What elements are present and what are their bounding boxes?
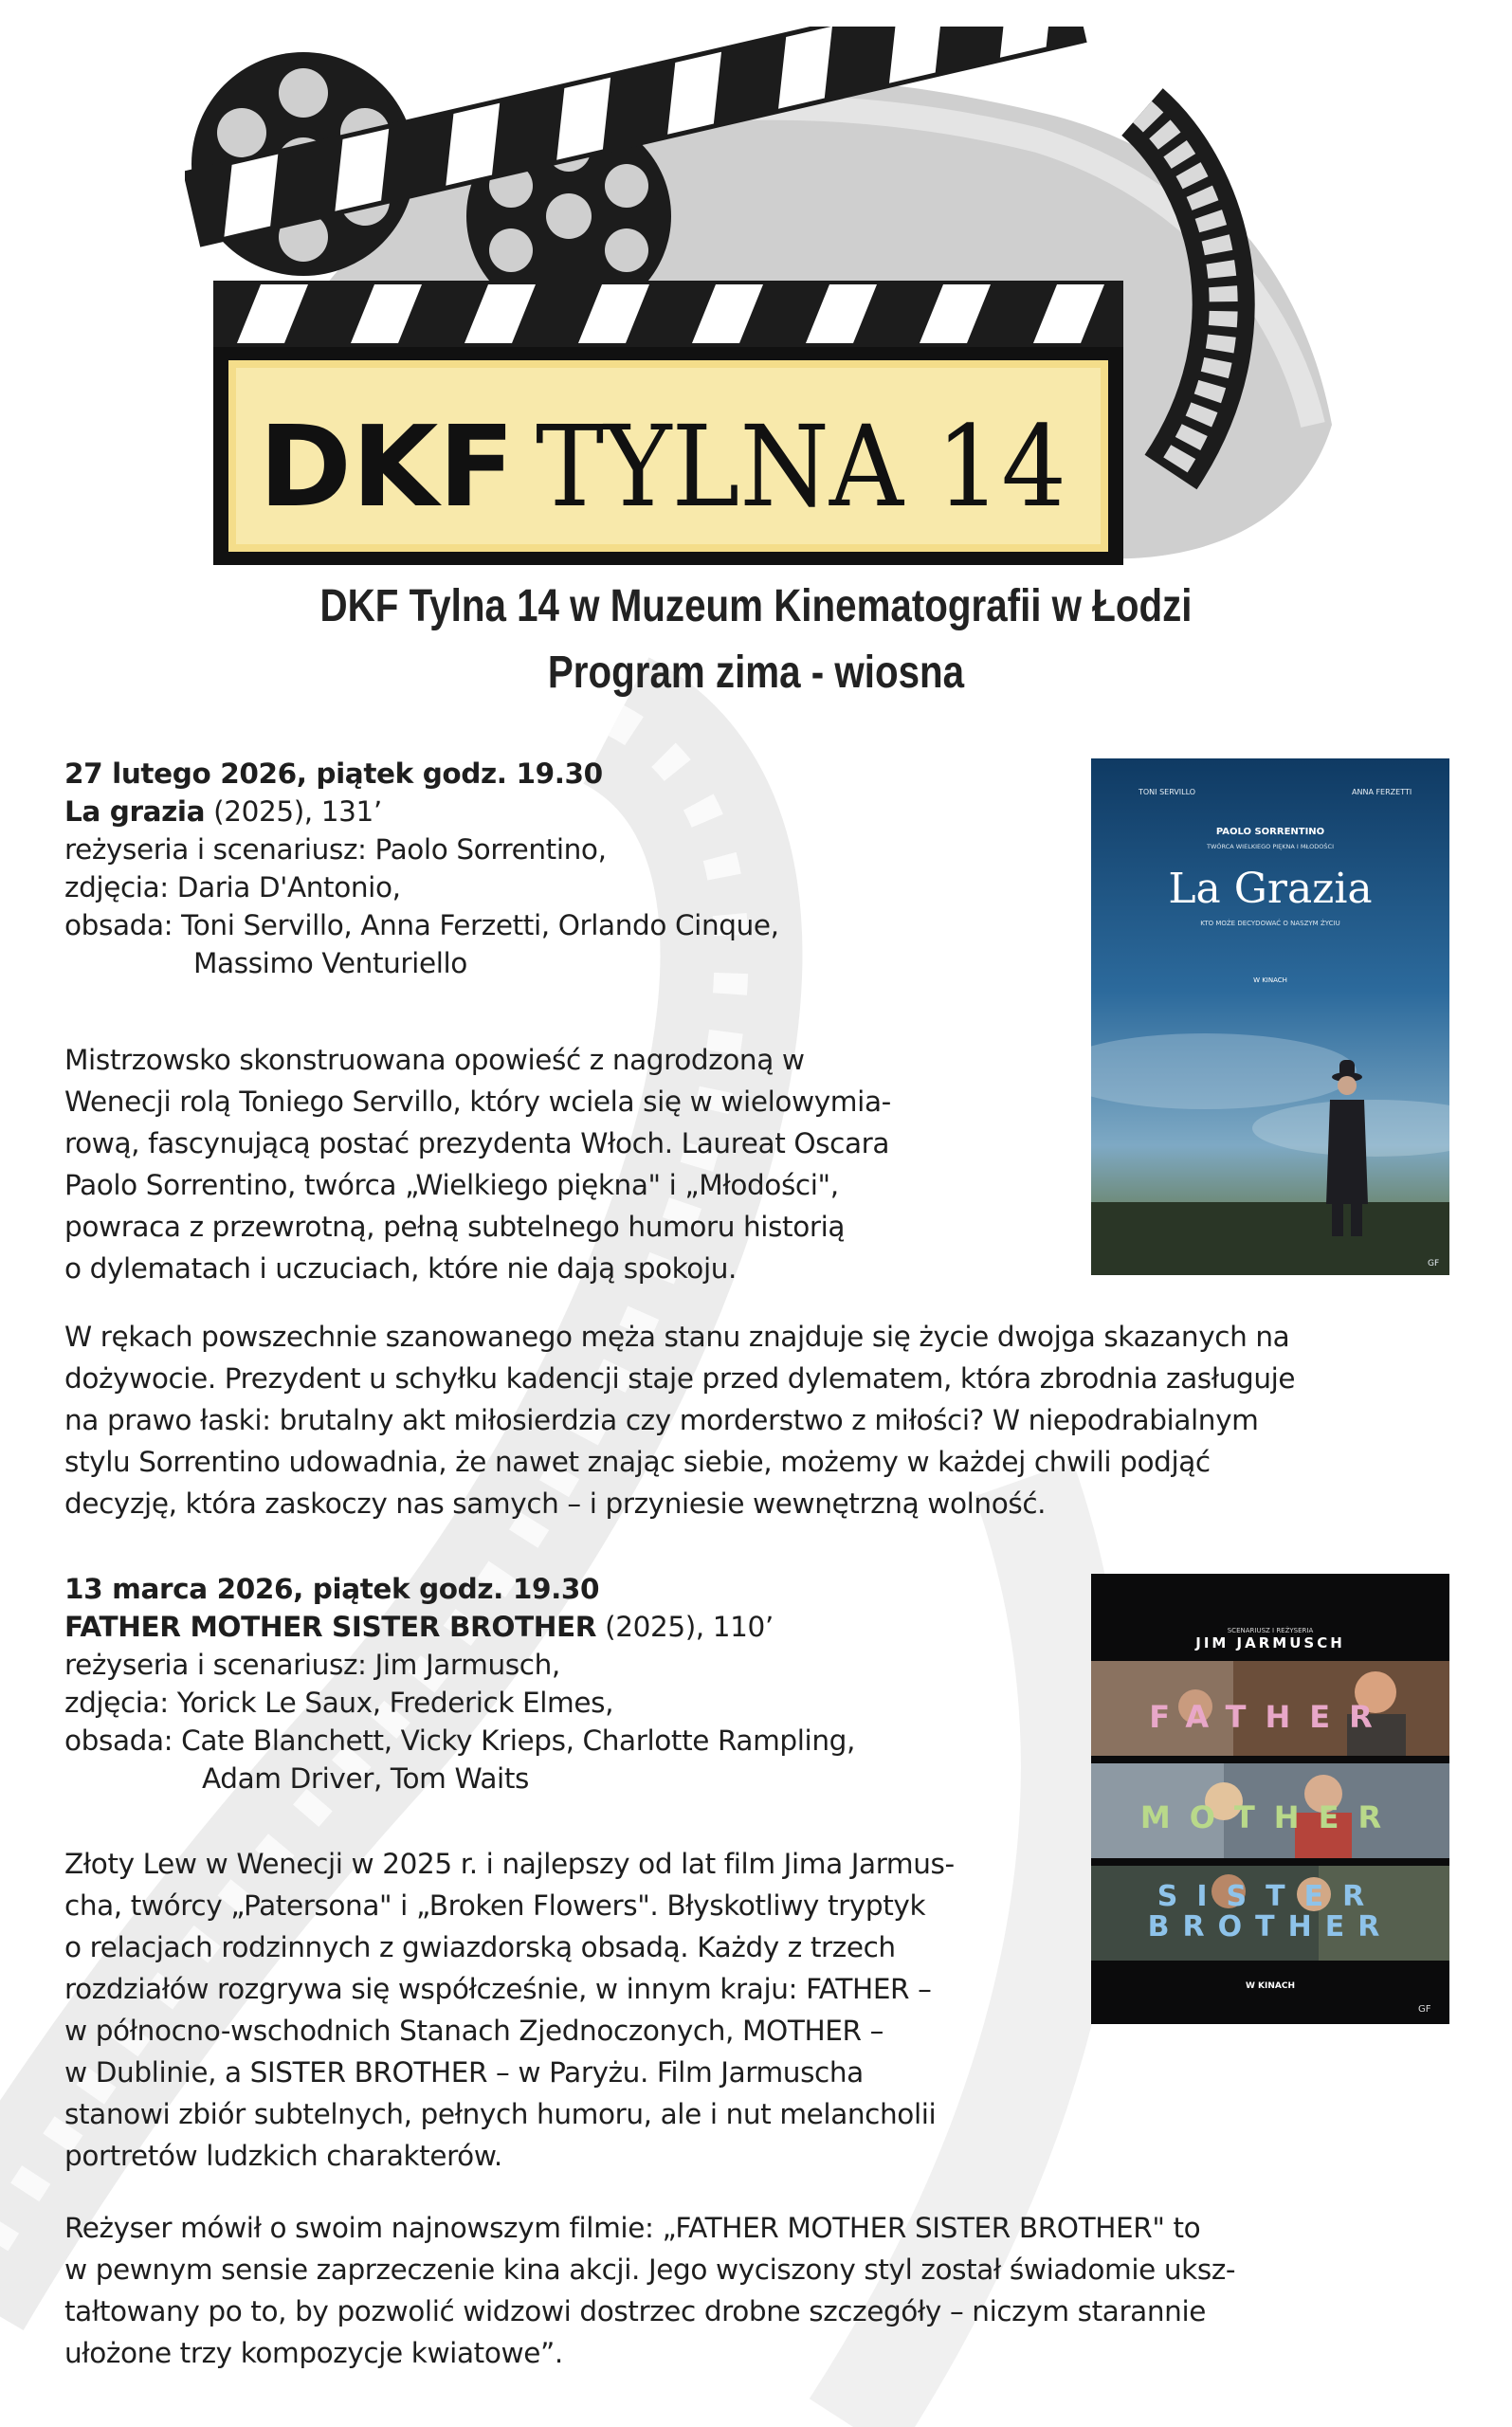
poster1-director: PAOLO SORRENTINO: [1215, 827, 1325, 837]
poster2-word-father: FATHER: [1149, 1699, 1392, 1735]
film2-cast: obsada: Cate Blanchett, Vicky Krieps, Charlotte Rampling,: [64, 1724, 855, 1757]
film2-synopsis: [64, 2207, 1235, 2374]
film1-description: [64, 1039, 891, 1289]
film1-direction: reżyseria i scenariusz: Paolo Sorrentino,: [64, 833, 607, 866]
text-line: Paolo Sorrentino, twórca „Wielkiego piękna" i „Młodości",: [64, 1169, 839, 1201]
logo-dkf-text: DKF: [259, 401, 515, 532]
poster1-actor-right: ANNA FERZETTI: [1352, 788, 1412, 796]
film1-date: 27 lutego 2026, piątek godz. 19.30: [64, 757, 603, 790]
text-line: cha, twórcy „Patersona" i „Broken Flowers". Błyskotliwy tryptyk: [64, 1889, 926, 1922]
text-line: tałtowany po to, by pozwolić widzowi dostrzec drobne szczegóły – niczym starannie: [64, 2295, 1206, 2327]
film2-date: 13 marca 2026, piątek godz. 19.30: [64, 1573, 600, 1605]
text-line: W rękach powszechnie szanowanego męża stanu znajduje się życie dwojga skazanych na: [64, 1321, 1290, 1353]
page-subtitle: Program zima - wiosna: [547, 648, 965, 698]
film2-cast-cont: Adam Driver, Tom Waits: [202, 1762, 529, 1795]
text-line: stylu Sorrentino udowadnia, że nawet znając siebie, możemy w każdej chwili podjąć: [64, 1446, 1211, 1478]
film2-title-line: [64, 1608, 855, 1646]
text-line: Wenecji rolą Toniego Servillo, który wciela się w wielowymia-: [64, 1086, 891, 1118]
film1-photo: zdjęcia: Daria D'Antonio,: [64, 871, 401, 903]
film1-title: La grazia: [64, 795, 206, 828]
film1-synopsis: [64, 1316, 1295, 1524]
poster1-release: W KINACH: [1253, 976, 1287, 984]
text-line: rozdziałów rozgrywa się współcześnie, w innym kraju: FATHER –: [64, 1973, 932, 2005]
text-line: decyzję, która zaskoczy nas samych – i przyniesie wewnętrzną wolność.: [64, 1487, 1047, 1520]
poster1-actor-left: TONI SERVILLO: [1139, 788, 1196, 796]
la-grazia-poster: [1091, 758, 1449, 1275]
poster1-sub: KTO MOŻE DECYDOWAĆ O NASZYM ŻYCIU: [1200, 920, 1340, 927]
film2-direction: reżyseria i scenariusz: Jim Jarmusch,: [64, 1649, 560, 1681]
text-line: Złoty Lew w Wenecji w 2025 r. i najlepszy od lat film Jima Jarmus-: [64, 1848, 955, 1880]
film2-title: FATHER MOTHER SISTER BROTHER: [64, 1611, 597, 1643]
film1-meta: (2025), 131’: [205, 795, 382, 828]
text-line: portretów ludzkich charakterów.: [64, 2140, 502, 2172]
poster1-distributor: GF: [1428, 1259, 1440, 1268]
text-line: o relacjach rodzinnych z gwiazdorską obsadą. Każdy z trzech: [64, 1931, 896, 1963]
text-line: dożywocie. Prezydent u schyłku kadencji staje przed dylematem, która zbrodnia zasługuje: [64, 1362, 1296, 1395]
film2-info: [64, 1570, 855, 1797]
text-line: rową, fascynującą postać prezydenta Włoch. Laureat Oscara: [64, 1127, 890, 1159]
poster2-word-sister: SISTER: [1157, 1880, 1384, 1913]
dkf-logo: [185, 27, 1341, 576]
film2-photo: zdjęcia: Yorick Le Saux, Frederick Elmes,: [64, 1687, 614, 1719]
poster2-credit: SCENARIUSZ I REŻYSERIA: [1227, 1627, 1314, 1634]
text-line: w Dublinie, a SISTER BROTHER – w Paryżu. Film Jarmuscha: [64, 2056, 864, 2089]
text-line: w pewnym sensie zaprzeczenie kina akcji. Jego wyciszony styl został świadomie uksz-: [64, 2254, 1236, 2286]
poster1-tagline: TWÓRCA WIELKIEGO PIĘKNA I MŁODOŚCI: [1207, 843, 1334, 850]
text-line: powraca z przewrotną, pełną subtelnego humoru historią: [64, 1211, 846, 1243]
poster2-release: W KINACH: [1245, 1981, 1296, 1991]
poster2-distributor: GF: [1418, 2004, 1431, 2015]
film1-info: [64, 755, 779, 982]
text-line: w północno-wschodnich Stanach Zjednoczonych, MOTHER –: [64, 2015, 884, 2047]
poster2-director: JIM JARMUSCH: [1195, 1634, 1345, 1651]
film1-title-line: [64, 793, 779, 830]
text-line: na prawo łaski: brutalny akt miłosierdzia czy morderstwo z miłości? W niepodrabialnym: [64, 1404, 1259, 1436]
father-mother-sister-brother-poster: [1091, 1574, 1449, 2024]
film1-cast: obsada: Toni Servillo, Anna Ferzetti, Orlando Cinque,: [64, 909, 779, 941]
page-title: DKF Tylna 14 w Muzeum Kinematografii w Łodzi: [319, 581, 1193, 631]
film2-meta: (2025), 110’: [596, 1611, 774, 1643]
poster2-word-mother: MOTHER: [1139, 1799, 1401, 1835]
text-line: Reżyser mówił o swoim najnowszym filmie: „FATHER MOTHER SISTER BROTHER" to: [64, 2212, 1201, 2244]
text-line: o dylematach i uczuciach, które nie dają spokoju.: [64, 1252, 738, 1285]
film2-description: [64, 1843, 955, 2177]
poster1-title: La Grazia: [1168, 865, 1373, 913]
text-line: ułożone trzy kompozycje kwiatowe”.: [64, 2337, 563, 2369]
logo-tylna-text: TYLNA 14: [536, 401, 1066, 532]
film1-cast-cont: Massimo Venturiello: [193, 947, 467, 979]
poster2-word-brother: BROTHER: [1147, 1910, 1394, 1943]
text-line: stanowi zbiór subtelnych, pełnych humoru, ale i nut melancholii: [64, 2098, 937, 2130]
text-line: Mistrzowsko skonstruowana opowieść z nagrodzoną w: [64, 1044, 805, 1076]
